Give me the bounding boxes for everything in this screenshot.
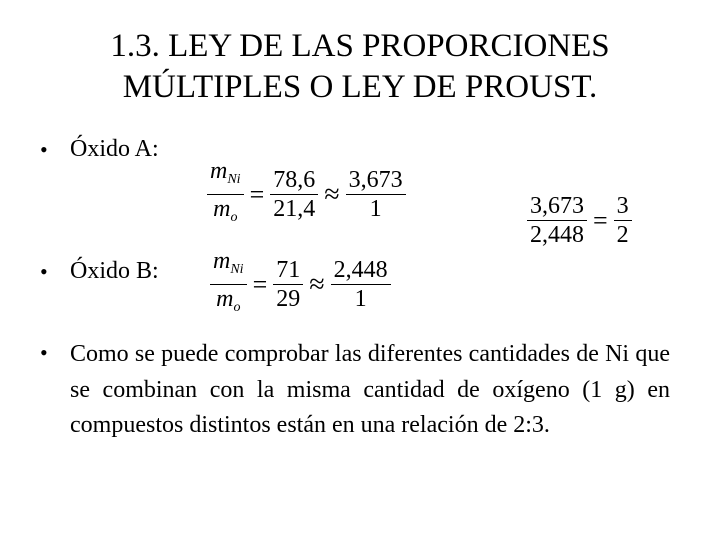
subscript: Ni [227, 172, 241, 187]
approx-sign: ≈ [309, 268, 325, 300]
equals-sign: = [249, 179, 265, 209]
fraction-ratio-left [527, 192, 587, 249]
fraction-ratio-right [614, 192, 632, 249]
fraction-mass-ratio [207, 157, 244, 232]
equals-sign: = [252, 269, 268, 299]
fraction-numerator: 71 [276, 257, 301, 283]
bullet-marker: • [40, 259, 48, 284]
fraction-numerator: 2,448 [333, 257, 388, 283]
bullet-conclusion [40, 337, 670, 444]
slide-title-line-1: 1.3. LEY DE LAS PROPORCIONES [110, 28, 610, 64]
bullet-oxide-a [40, 134, 159, 165]
fraction-numerator: 3 [616, 193, 629, 219]
fraction-denominator: 2 [616, 222, 629, 248]
fraction-numerator: 3,673 [530, 193, 584, 219]
fraction-mass-values [273, 256, 303, 313]
fraction-result [346, 166, 406, 223]
subscript: Ni [230, 262, 244, 277]
fraction-numerator [207, 157, 244, 194]
approx-sign: ≈ [324, 178, 340, 210]
fraction-denominator [210, 195, 240, 232]
fraction-denominator: 21,4 [273, 196, 316, 222]
bullet-oxide-b [40, 256, 159, 287]
fraction-denominator: 29 [276, 286, 301, 312]
fraction-denominator: 2,448 [530, 222, 584, 248]
bullet-text: Óxido A: [70, 136, 159, 162]
fraction-mass-ratio [210, 247, 247, 322]
fraction-mass-values [270, 166, 318, 223]
equals-sign: = [593, 205, 608, 235]
bullet-marker: • [40, 340, 48, 365]
variable-m: m [216, 286, 234, 312]
slide-title [40, 26, 680, 108]
slide-title-line-2: MÚLTIPLES O LEY DE PROUST. [122, 69, 598, 105]
subscript: o [233, 300, 241, 315]
fraction-numerator: 3,673 [348, 167, 403, 193]
fraction-numerator: 78,6 [273, 167, 316, 193]
equation-ratio [524, 192, 635, 249]
bullet-text: Óxido B: [70, 258, 159, 284]
bullet-text: Como se puede comprobar las diferentes cantidades de Ni que se combinan con la misma cantidad de oxígeno (1 g) en compuestos distintos están en una relación de 2:3. [70, 341, 670, 438]
fraction-numerator [210, 247, 247, 284]
fraction-result [331, 256, 391, 313]
fraction-denominator [213, 285, 243, 322]
subscript: o [230, 210, 238, 225]
equation-oxide-a [204, 157, 409, 232]
variable-m: m [210, 158, 228, 184]
variable-m: m [213, 248, 231, 274]
equation-oxide-b [207, 247, 394, 322]
bullet-marker: • [40, 137, 48, 162]
fraction-denominator: 1 [369, 196, 382, 222]
fraction-denominator: 1 [354, 286, 367, 312]
variable-m: m [213, 196, 231, 222]
